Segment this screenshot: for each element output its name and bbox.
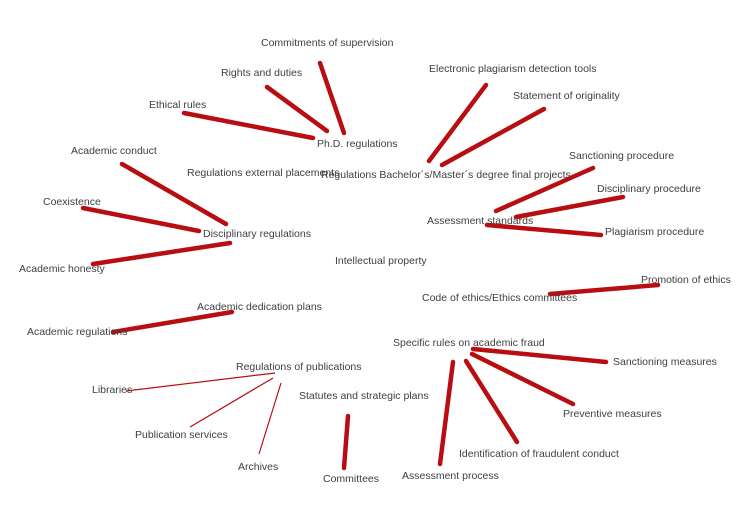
- diagram-node-sanctioning-measures: Sanctioning measures: [613, 356, 717, 368]
- diagram-node-code-of-ethics: Code of ethics/Ethics committees: [422, 292, 578, 304]
- diagram-node-coexistence: Coexistence: [43, 196, 101, 208]
- diagram-node-committees: Committees: [323, 473, 380, 485]
- diagram-node-statement-of-originality: Statement of originality: [513, 90, 620, 102]
- diagram-node-identification-fraudulent-conduct: Identification of fraudulent conduct: [459, 448, 619, 460]
- diagram-node-libraries: Libraries: [92, 384, 133, 396]
- diagram-node-plagiarism-procedure: Plagiarism procedure: [605, 226, 705, 238]
- diagram-node-disciplinary-regulations: Disciplinary regulations: [203, 228, 311, 240]
- diagram-node-academic-honesty: Academic honesty: [19, 263, 105, 275]
- diagram-node-publication-services: Publication services: [135, 429, 228, 441]
- diagram-node-archives: Archives: [238, 461, 279, 473]
- diagram-node-specific-rules-academic-fraud: Specific rules on academic fraud: [393, 337, 545, 349]
- diagram-node-commitments-of-supervision: Commitments of supervision: [261, 37, 394, 49]
- diagram-node-sanctioning-procedure: Sanctioning procedure: [569, 150, 675, 162]
- diagram-node-statutes-and-strategic-plans: Statutes and strategic plans: [299, 390, 429, 402]
- diagram-node-assessment-standards: Assessment standards: [427, 215, 534, 227]
- diagram-node-rights-and-duties: Rights and duties: [221, 67, 303, 79]
- diagram-node-academic-regulations: Academic regulations: [27, 326, 128, 338]
- diagram-node-ethical-rules: Ethical rules: [149, 99, 207, 111]
- diagram-node-electronic-plagiarism-detection-tools: Electronic plagiarism detection tools: [429, 63, 597, 75]
- diagram-node-promotion-of-ethics: Promotion of ethics: [641, 274, 731, 286]
- diagram-node-regulations-external-placements: Regulations external placements: [187, 167, 340, 179]
- diagram-node-intellectual-property: Intellectual property: [335, 255, 427, 267]
- diagram-node-assessment-process: Assessment process: [402, 470, 499, 482]
- diagram-node-preventive-measures: Preventive measures: [563, 408, 662, 420]
- diagram-node-regulations-of-publications: Regulations of publications: [236, 361, 362, 373]
- diagram-node-academic-dedication-plans: Academic dedication plans: [197, 301, 322, 313]
- diagram-node-regulations-final-projects: Regulations Bachelor´s/Master´s degree final projects: [321, 169, 571, 181]
- diagram-node-phd-regulations: Ph.D. regulations: [317, 138, 398, 150]
- diagram-node-academic-conduct: Academic conduct: [71, 145, 157, 157]
- diagram-node-disciplinary-procedure: Disciplinary procedure: [597, 183, 701, 195]
